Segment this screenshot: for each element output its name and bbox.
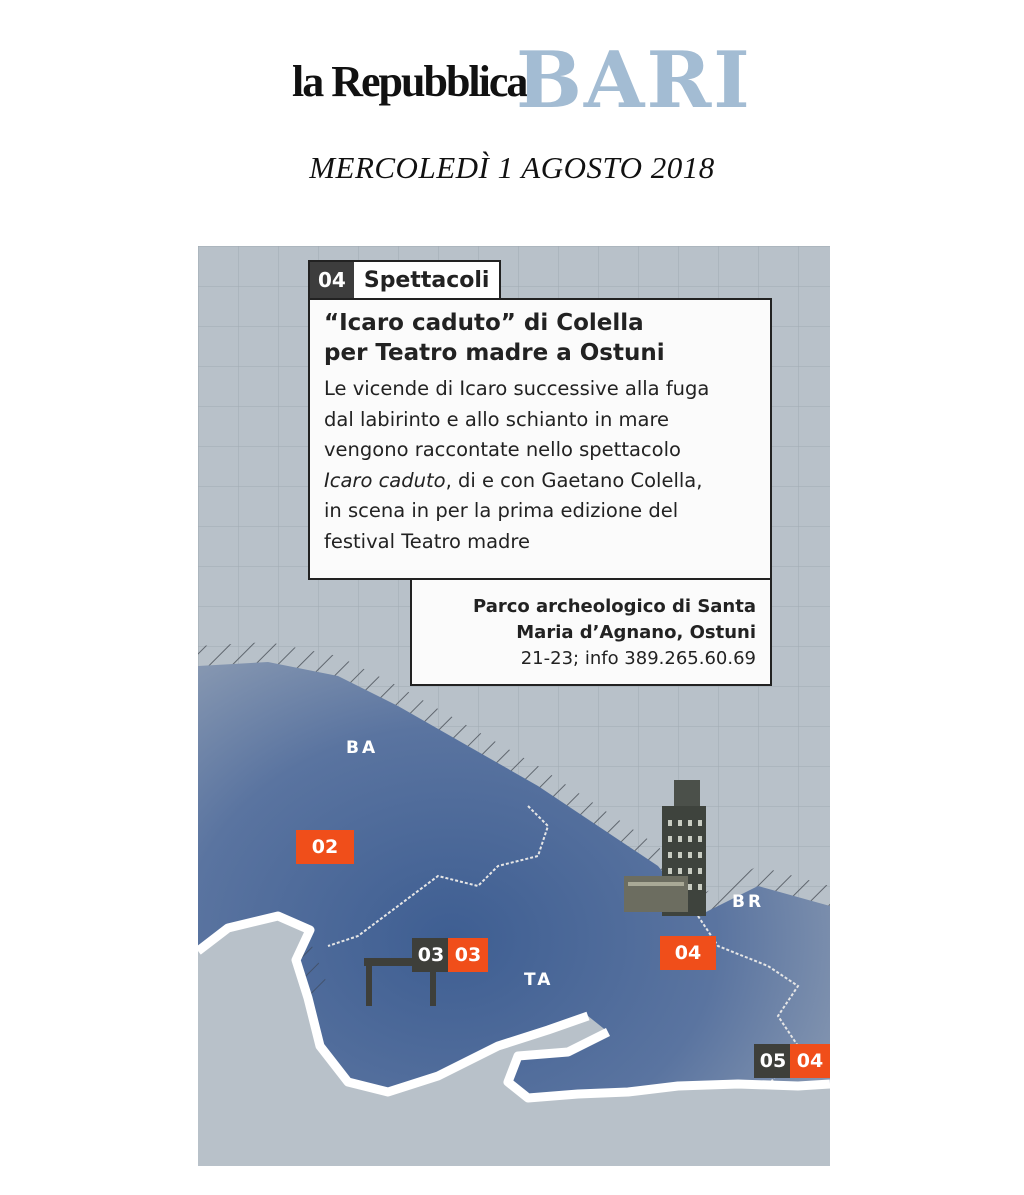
- province-label-ba: BA: [346, 738, 379, 758]
- venue-line-1: Parco archeologico di Santa: [472, 596, 756, 617]
- newspaper-clipping: [198, 246, 830, 1166]
- body-line-4: [324, 466, 756, 497]
- headline-line-2: per Teatro madre a Ostuni: [324, 340, 665, 366]
- headline-line-1: “Icaro caduto” di Colella: [324, 310, 644, 336]
- body-line-1: Le vicende di Icaro successive alla fuga: [324, 377, 710, 400]
- article-headline: [324, 308, 756, 368]
- body-line-6: festival Teatro madre: [324, 529, 531, 553]
- body-line-2: dal labirinto e allo schianto in mare: [324, 407, 670, 431]
- article-body: [324, 374, 756, 557]
- map-marker-03-dark: 03: [412, 938, 450, 972]
- masthead: [0, 35, 1024, 128]
- body-line-3: vengono raccontate nello spettacolo: [324, 438, 681, 461]
- venue-line-2: Maria d’Agnano, Ostuni: [516, 622, 756, 643]
- article-card: [308, 298, 772, 580]
- body-line-4-rest: , di e con Gaetano Colella,: [445, 468, 703, 492]
- masthead-city: BARI: [516, 35, 752, 126]
- map-marker-02: 02: [296, 830, 354, 864]
- map-marker-05: 05: [754, 1044, 792, 1078]
- show-title: Icaro caduto: [324, 468, 446, 492]
- dates-info: 21-23; info 389.265.60.69: [520, 648, 756, 669]
- province-label-br: BR: [732, 892, 765, 912]
- section-rubric: [308, 260, 501, 300]
- section-number: 04: [310, 262, 354, 298]
- body-line-5: in scena in per la prima edizione del: [324, 499, 679, 522]
- event-info-box: [410, 580, 772, 686]
- map-marker-04-edge: 04: [790, 1044, 830, 1078]
- province-label-ta: TA: [524, 970, 554, 990]
- map-marker-03-orange: 03: [448, 938, 488, 972]
- dateline: MERCOLEDÌ 1 AGOSTO 2018: [309, 150, 715, 185]
- masthead-brand: la Repubblica: [292, 57, 527, 106]
- section-label: Spettacoli: [363, 267, 490, 293]
- map-marker-04: 04: [660, 936, 716, 970]
